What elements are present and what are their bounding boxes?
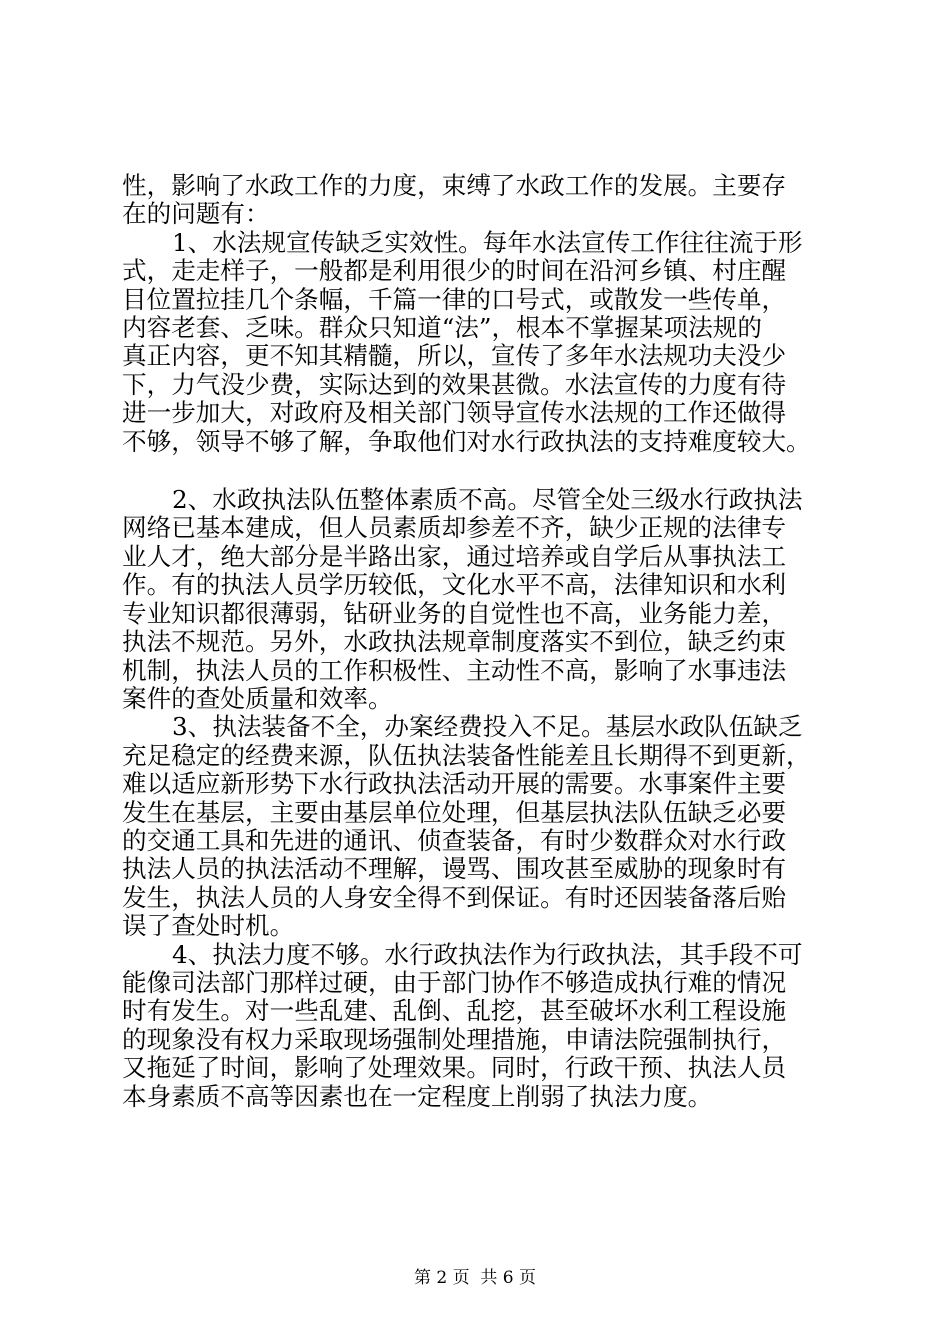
paragraph-item-1	[122, 229, 834, 456]
text-line: 下，力气没少费，实际达到的效果甚微。水法宣传的力度有待	[122, 369, 787, 399]
text-line: 能像司法部门那样过硬，由于部门协作不够造成执行难的情况	[122, 967, 787, 997]
page-footer: 第 2 页 共 6 页	[413, 1268, 537, 1288]
paragraph-spacer	[122, 456, 834, 486]
text-line: 进一步加大，对政府及相关部门领导宣传水法规的工作还做得	[122, 398, 787, 428]
text-line: 目位置拉挂几个条幅，千篇一律的口号式，或散发一些传单，	[122, 284, 787, 314]
text-line: 本身素质不高等因素也在一定程度上削弱了执法力度。	[122, 1081, 713, 1111]
paragraph-intro	[122, 172, 834, 229]
text-line: 发生在基层，主要由基层单位处理，但基层执法队伍缺乏必要	[122, 797, 787, 827]
text-line: 又拖延了时间，影响了处理效果。同时，行政干预、执法人员	[122, 1053, 787, 1083]
text-line: 执法不规范。另外，水政执法规章制度落实不到位，缺乏约束	[122, 627, 787, 657]
text-line: 4、执法力度不够。水行政执法作为行政执法，其手段不可	[172, 939, 803, 969]
text-line: 机制，执法人员的工作积极性、主动性不高，影响了水事违法	[122, 655, 787, 685]
text-line: 的交通工具和先进的通讯、侦查装备，有时少数群众对水行政	[122, 825, 787, 855]
paragraph-item-2	[122, 486, 834, 713]
text-line: 不够，领导不够了解，争取他们对水行政执法的支持难度较大。	[122, 426, 811, 456]
paragraph-item-4	[122, 941, 834, 1111]
document-body	[122, 172, 834, 1111]
text-line: 性，影响了水政工作的力度，束缚了水政工作的发展。主要存	[122, 171, 787, 200]
text-line: 真正内容，更不知其精髓，所以，宣传了多年水法规功夫没少	[122, 341, 787, 371]
text-line: 网络已基本建成，但人员素质却参差不齐，缺少正规的法律专	[122, 513, 787, 543]
text-line: 内容老套、乏味。群众只知道“法”，根本不掌握某项法规的	[122, 313, 762, 343]
text-line: 专业知识都很薄弱，钻研业务的自觉性也不高，业务能力差，	[122, 598, 787, 628]
text-line: 时有发生。对一些乱建、乱倒、乱挖，甚至破坏水利工程设施	[122, 996, 787, 1026]
text-line: 作。有的执法人员学历较低，文化水平不高，法律知识和水利	[122, 570, 787, 600]
text-line: 3、执法装备不全，办案经费投入不足。基层水政队伍缺乏	[172, 712, 803, 742]
text-line: 难以适应新形势下水行政执法活动开展的需要。水事案件主要	[122, 769, 787, 799]
text-line: 在的问题有：	[122, 199, 270, 229]
text-line: 充足稳定的经费来源，队伍执法装备性能差且长期得不到更新，	[122, 740, 811, 770]
text-line: 误了查处时机。	[122, 911, 295, 941]
text-line: 的现象没有权力采取现场强制处理措施，申请法院强制执行，	[122, 1024, 787, 1054]
paragraph-item-3	[122, 713, 834, 940]
text-line: 业人才，绝大部分是半路出家，通过培养或自学后从事执法工	[122, 541, 787, 571]
text-line: 2、水政执法队伍整体素质不高。尽管全处三级水行政执法	[172, 485, 803, 515]
text-line: 发生，执法人员的人身安全得不到保证。有时还因装备落后贻	[122, 882, 787, 912]
text-line: 式，走走样子，一般都是利用很少的时间在沿河乡镇、村庄醒	[122, 256, 787, 286]
text-line: 案件的查处质量和效率。	[122, 683, 393, 713]
text-line: 1、水法规宣传缺乏实效性。每年水法宣传工作往往流于形	[172, 227, 803, 257]
text-line: 执法人员的执法活动不理解，谩骂、围攻甚至威胁的现象时有	[122, 854, 787, 884]
